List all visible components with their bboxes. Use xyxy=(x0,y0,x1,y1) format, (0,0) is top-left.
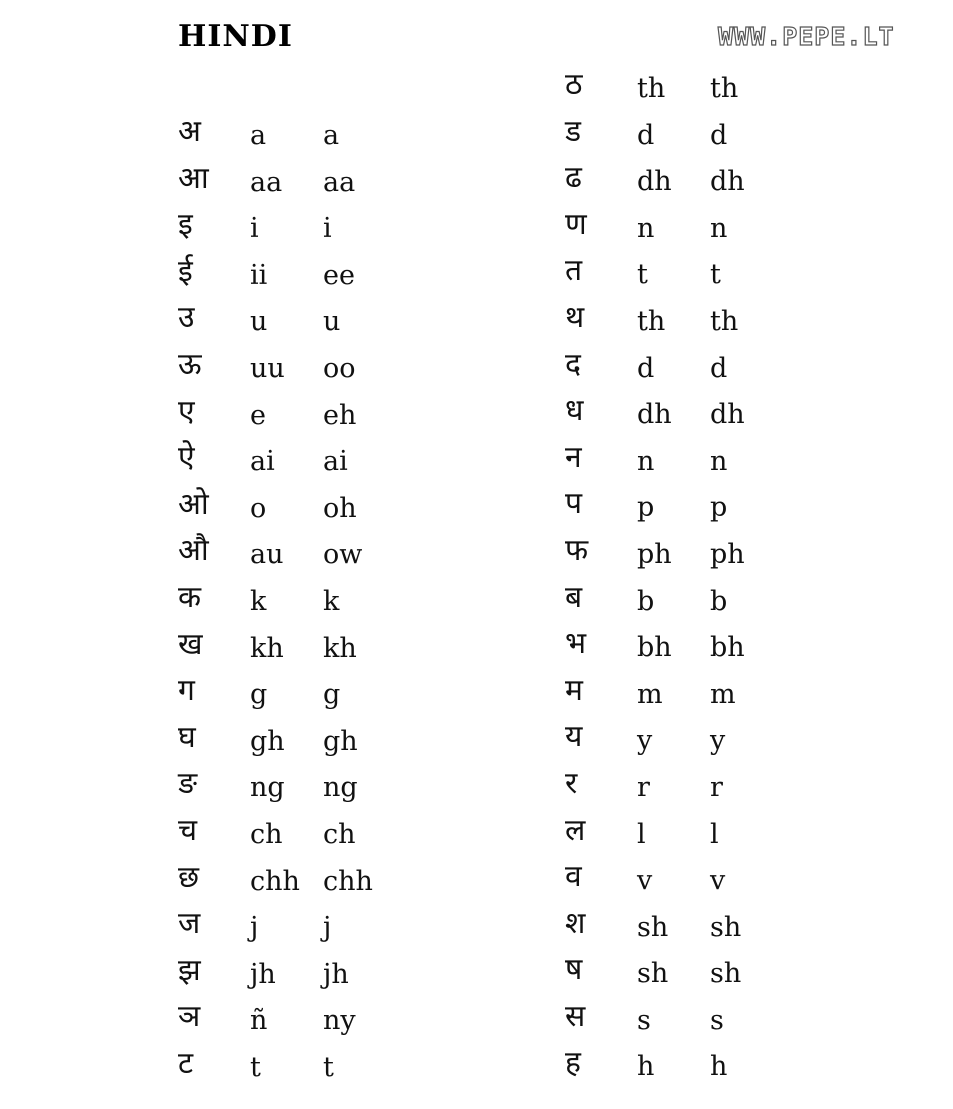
pronunciation: ch xyxy=(323,818,356,850)
pronunciation: p xyxy=(710,492,728,524)
transliteration: i xyxy=(250,213,259,245)
hindi-letter: ष xyxy=(565,952,583,988)
transliteration: v xyxy=(637,865,653,897)
transliteration: au xyxy=(250,539,284,571)
hindi-letter: ट xyxy=(178,1045,194,1081)
hindi-letter: अ xyxy=(178,114,201,149)
alphabet-row xyxy=(565,811,825,858)
pronunciation: th xyxy=(710,305,739,337)
pronunciation: ee xyxy=(323,259,355,291)
hindi-letter: ऐ xyxy=(178,440,195,476)
pronunciation: chh xyxy=(323,865,373,897)
pronunciation: oh xyxy=(323,492,357,524)
hindi-letter: ज xyxy=(178,906,201,942)
pronunciation: ph xyxy=(710,538,745,570)
pronunciation: a xyxy=(323,120,340,151)
pronunciation: kh xyxy=(323,632,357,664)
transliteration: ch xyxy=(250,818,283,850)
alphabet-row xyxy=(178,811,438,858)
pronunciation: s xyxy=(710,1004,724,1036)
hindi-letter: ए xyxy=(178,393,195,429)
pronunciation: y xyxy=(710,725,726,757)
hindi-letter: फ xyxy=(565,532,589,568)
alphabet-row xyxy=(565,857,825,904)
transliteration: th xyxy=(637,305,666,337)
pronunciation: l xyxy=(710,818,719,850)
hindi-letter: इ xyxy=(178,207,193,243)
transliteration: dh xyxy=(637,399,672,431)
hindi-letter: घ xyxy=(178,719,196,755)
transliteration: t xyxy=(250,1051,261,1083)
pronunciation: k xyxy=(323,585,340,617)
right-alphabet-column xyxy=(565,65,825,1090)
transliteration: g xyxy=(250,679,268,711)
hindi-letter: द xyxy=(565,346,581,382)
hindi-letter: औ xyxy=(178,533,209,569)
alphabet-row xyxy=(565,1043,825,1090)
alphabet-row xyxy=(565,764,825,811)
hindi-letter: ड xyxy=(565,113,582,149)
alphabet-row xyxy=(178,531,438,578)
pronunciation: bh xyxy=(710,632,745,664)
alphabet-row xyxy=(565,251,825,298)
alphabet-row xyxy=(178,1044,438,1091)
transliteration: s xyxy=(637,1004,651,1036)
alphabet-row xyxy=(178,159,438,206)
pronunciation: dh xyxy=(710,166,745,198)
alphabet-row xyxy=(565,158,825,205)
hindi-letter: च xyxy=(178,812,198,848)
left-alphabet-column xyxy=(178,112,438,1090)
pronunciation: t xyxy=(710,259,721,291)
alphabet-row xyxy=(565,65,825,112)
hindi-letter: प xyxy=(565,486,583,522)
transliteration: h xyxy=(637,1051,655,1083)
hindi-letter: ग xyxy=(178,673,195,709)
transliteration: dh xyxy=(637,166,672,198)
transliteration: bh xyxy=(637,632,672,664)
hindi-letter: ञ xyxy=(178,999,201,1035)
alphabet-row xyxy=(178,578,438,625)
pronunciation: ai xyxy=(323,446,348,478)
hindi-letter: ओ xyxy=(178,486,209,522)
hindi-letter: श xyxy=(565,905,586,941)
transliteration: kh xyxy=(250,632,284,664)
alphabet-row xyxy=(178,625,438,672)
pronunciation: jh xyxy=(323,958,349,990)
alphabet-row xyxy=(565,717,825,764)
pronunciation: m xyxy=(710,678,736,710)
transliteration: sh xyxy=(637,911,669,943)
alphabet-row xyxy=(565,112,825,159)
transliteration: o xyxy=(250,492,267,524)
hindi-letter: ब xyxy=(565,579,583,615)
transliteration: n xyxy=(637,212,655,244)
pronunciation: ny xyxy=(323,1005,356,1037)
alphabet-row xyxy=(178,904,438,951)
alphabet-row xyxy=(565,624,825,671)
alphabet-row xyxy=(178,485,438,532)
alphabet-row xyxy=(565,298,825,345)
hindi-letter: ङ xyxy=(178,766,198,802)
hindi-letter: स xyxy=(565,998,586,1034)
alphabet-row xyxy=(178,252,438,299)
transliteration: jh xyxy=(250,958,276,990)
pronunciation: v xyxy=(710,865,726,897)
pronunciation: th xyxy=(710,73,739,104)
page-title: HINDI xyxy=(178,19,293,54)
alphabet-row xyxy=(565,531,825,578)
hindi-letter: ढ xyxy=(565,160,582,196)
pronunciation: t xyxy=(323,1051,334,1083)
hindi-letter: क xyxy=(178,579,202,615)
pronunciation: i xyxy=(323,213,332,245)
alphabet-row xyxy=(565,205,825,252)
hindi-letter: ण xyxy=(565,206,587,242)
hindi-letter: ऊ xyxy=(178,346,202,382)
alphabet-row xyxy=(178,858,438,905)
hindi-letter: छ xyxy=(178,859,200,895)
transliteration: r xyxy=(637,771,650,803)
alphabet-row xyxy=(178,718,438,765)
pronunciation: h xyxy=(710,1051,728,1083)
transliteration: d xyxy=(637,352,655,384)
hindi-letter: य xyxy=(565,719,583,755)
alphabet-row xyxy=(178,671,438,718)
transliteration: e xyxy=(250,399,266,431)
pronunciation: n xyxy=(710,212,728,244)
transliteration: n xyxy=(637,445,655,477)
hindi-letter: भ xyxy=(565,626,587,662)
hindi-letter: ई xyxy=(178,253,193,289)
transliteration: a xyxy=(250,120,267,151)
transliteration: aa xyxy=(250,166,283,198)
alphabet-row xyxy=(178,205,438,252)
pronunciation: eh xyxy=(323,399,357,431)
pronunciation: b xyxy=(710,585,728,617)
hindi-letter: त xyxy=(565,253,583,289)
transliteration: ñ xyxy=(250,1005,268,1037)
hindi-letter: म xyxy=(565,672,583,708)
hindi-letter: थ xyxy=(565,299,585,335)
transliteration: t xyxy=(637,259,648,291)
pronunciation: u xyxy=(323,306,341,338)
hindi-letter: न xyxy=(565,439,582,475)
transliteration: ph xyxy=(637,538,672,570)
hindi-letter: ध xyxy=(565,393,584,429)
pronunciation: ow xyxy=(323,539,363,571)
transliteration: y xyxy=(637,725,653,757)
transliteration: th xyxy=(637,73,666,104)
alphabet-row xyxy=(178,345,438,392)
alphabet-row xyxy=(565,950,825,997)
pronunciation: d xyxy=(710,352,728,384)
transliteration: uu xyxy=(250,352,285,384)
transliteration: k xyxy=(250,585,267,617)
pronunciation: ng xyxy=(323,772,358,804)
hindi-letter: ह xyxy=(565,1045,581,1081)
pronunciation: r xyxy=(710,771,723,803)
hindi-letter: उ xyxy=(178,300,195,336)
hindi-letter: ल xyxy=(565,812,586,848)
hindi-letter: र xyxy=(565,765,578,801)
alphabet-row xyxy=(178,298,438,345)
transliteration: u xyxy=(250,306,268,338)
site-url: WWW.PEPE.LT xyxy=(718,22,895,51)
alphabet-row xyxy=(178,997,438,1044)
alphabet-row xyxy=(565,578,825,625)
transliteration: gh xyxy=(250,725,285,757)
pronunciation: dh xyxy=(710,399,745,431)
pronunciation: g xyxy=(323,679,341,711)
transliteration: m xyxy=(637,678,663,710)
alphabet-row xyxy=(565,484,825,531)
alphabet-row xyxy=(178,438,438,485)
alphabet-row xyxy=(565,438,825,485)
pronunciation: d xyxy=(710,119,728,151)
transliteration: d xyxy=(637,119,655,151)
alphabet-row xyxy=(565,391,825,438)
pronunciation: oo xyxy=(323,352,356,384)
alphabet-row xyxy=(565,997,825,1044)
transliteration: ng xyxy=(250,772,285,804)
transliteration: p xyxy=(637,492,655,524)
transliteration: l xyxy=(637,818,646,850)
transliteration: ii xyxy=(250,259,268,291)
hindi-letter: व xyxy=(565,859,582,895)
transliteration: ai xyxy=(250,446,275,478)
transliteration: chh xyxy=(250,865,300,897)
pronunciation: aa xyxy=(323,166,356,198)
pronunciation: n xyxy=(710,445,728,477)
transliteration: b xyxy=(637,585,655,617)
alphabet-row xyxy=(178,951,438,998)
alphabet-row xyxy=(565,904,825,951)
transliteration: j xyxy=(250,912,259,944)
pronunciation: j xyxy=(323,912,332,944)
alphabet-row xyxy=(178,112,438,159)
hindi-letter: झ xyxy=(178,952,201,988)
hindi-letter: ठ xyxy=(565,67,583,102)
alphabet-row xyxy=(565,345,825,392)
alphabet-row xyxy=(178,764,438,811)
alphabet-row xyxy=(178,392,438,439)
hindi-letter: ख xyxy=(178,626,203,662)
transliteration: sh xyxy=(637,958,669,990)
pronunciation: sh xyxy=(710,958,742,990)
alphabet-row xyxy=(565,671,825,718)
hindi-letter: आ xyxy=(178,160,209,196)
pronunciation: gh xyxy=(323,725,358,757)
pronunciation: sh xyxy=(710,911,742,943)
